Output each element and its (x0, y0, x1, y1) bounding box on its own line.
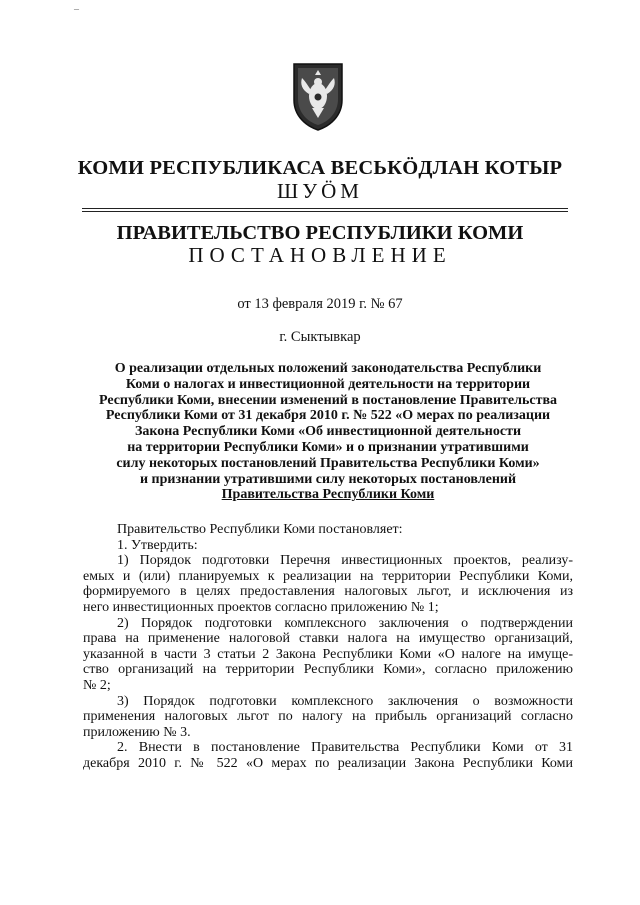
heading-line: Правительства Республики Коми (221, 487, 435, 503)
heading-line: и признании утратившими силу некоторых постановлений (139, 471, 517, 487)
text-line: декабря 2010 г. № 522 «О мерах по реализации Закона Республики Коми (83, 755, 573, 771)
text-line: 2) Порядок подготовки комплексного заключения о подтверждении (117, 615, 573, 631)
clause-1-3 (83, 694, 573, 741)
komi-subtitle: ШУӦМ (277, 179, 363, 203)
government-title: ПРАВИТЕЛЬСТВО РЕСПУБЛИКИ КОМИ (116, 222, 524, 244)
place-line: г. Сыктывкар (279, 329, 361, 345)
corner-mark: – (74, 4, 79, 15)
divider-line (82, 208, 568, 209)
text-line: емых и (или) планируемых к реализации на территории Республики Коми, (83, 568, 573, 584)
clause-1-1 (83, 553, 573, 615)
clause-1: 1. Утвердить: (117, 537, 198, 553)
heading-line: О реализации отдельных положений законодательства Республики (114, 361, 542, 376)
document-type: ПОСТАНОВЛЕНИЕ (188, 243, 452, 267)
text-line: приложению № 3. (83, 724, 191, 740)
date-number-line: от 13 февраля 2019 г. № 67 (237, 296, 403, 312)
text-line: ство организаций на территории Республики Коми», согласно приложению (83, 662, 573, 678)
text-line: 1) Порядок подготовки Перечня инвестиционных проектов, реализу- (117, 553, 573, 569)
divider-line (82, 211, 568, 212)
heading-line: Республики Коми, внесении изменений в постановление Правительства (98, 392, 558, 408)
heading-line: на территории Республики Коми» и о признании утратившими (127, 439, 529, 455)
text-line: 3) Порядок подготовки комплексного заключения о возможности (117, 693, 573, 709)
heading-line: Республики Коми от 31 декабря 2010 г. № 522 «О мерах по реализации (105, 408, 551, 424)
document-heading (80, 361, 576, 503)
text-line: права на применение налоговой ставки налога на имущество организаций, (83, 631, 573, 647)
heading-line: силу некоторых постановлений Правительства Республики Коми» (116, 455, 540, 471)
text-line: 2. Внести в постановление Правительства Республики Коми от 31 (117, 740, 573, 756)
heading-line: Закона Республики Коми «Об инвестиционной деятельности (134, 424, 522, 440)
text-line: № 2; (83, 677, 111, 693)
heading-line: Коми о налогах и инвестиционной деятельности на территории (125, 376, 531, 392)
text-line: формируемого в целях предоставления налоговых льгот, и исключения из (83, 584, 573, 600)
text-line: него инвестиционных проектов согласно приложению № 1; (83, 599, 439, 615)
clause-2 (83, 740, 573, 771)
text-line: указанной в части 3 статьи 2 Закона Республики Коми «О налоге на имуще- (83, 646, 573, 662)
komi-title: КОМИ РЕСПУБЛИКАСА ВЕСЬКӦДЛАН КОТЫР (77, 157, 563, 179)
clause-1-2 (83, 616, 573, 694)
intro-paragraph: Правительство Республики Коми постановляет: (117, 522, 403, 537)
coat-of-arms-icon (288, 60, 348, 132)
text-line: применения налоговых льгот по налогу на прибыль организаций согласно (83, 709, 573, 725)
document-body (83, 522, 573, 772)
